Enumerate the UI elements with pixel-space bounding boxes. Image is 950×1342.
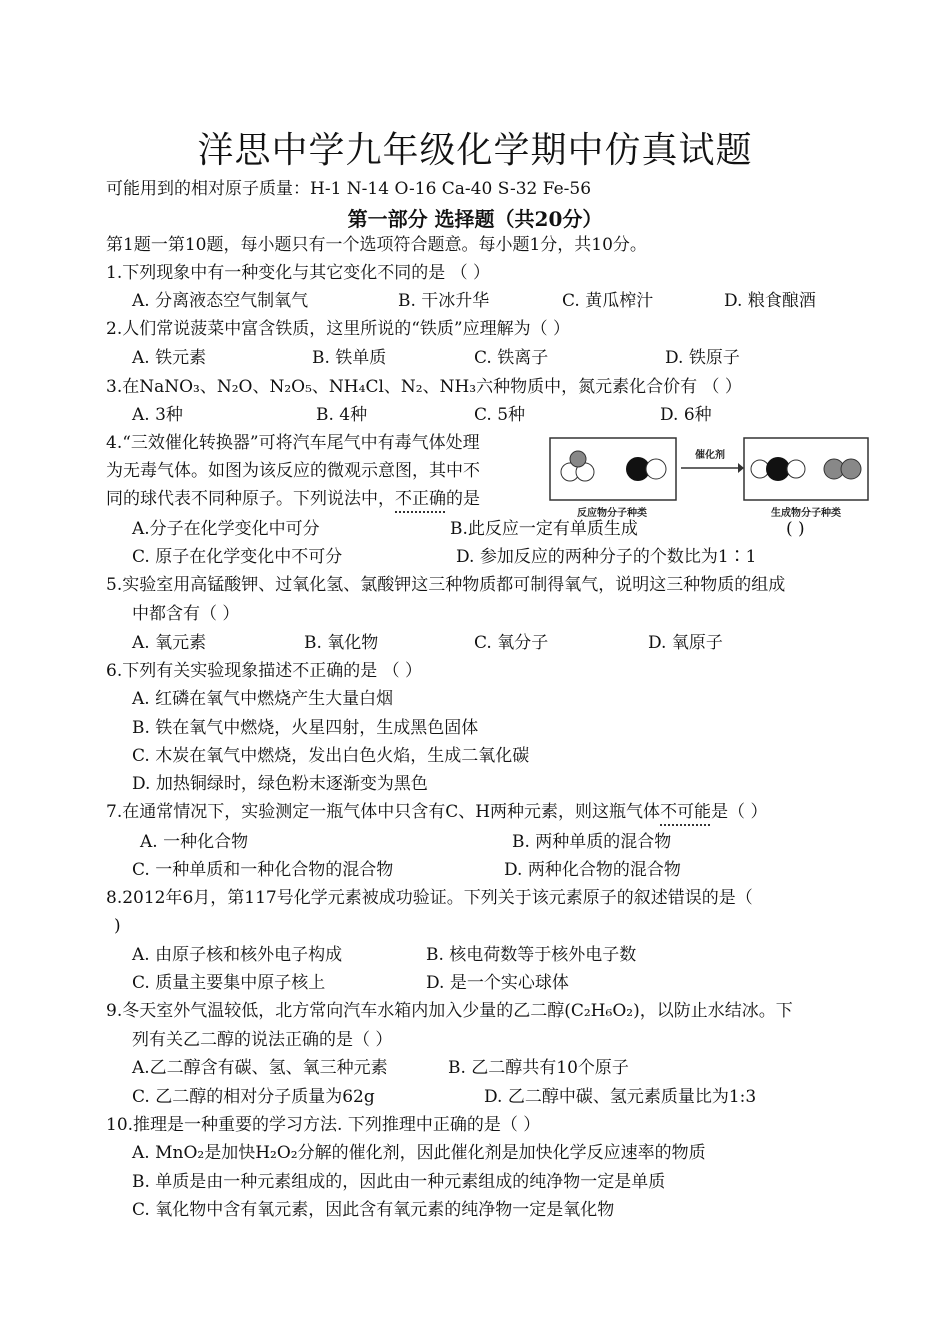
q8-option-a: A. 由原子核和核外电子构成 <box>132 945 343 965</box>
q7-option-c: C. 一种单质和一种化合物的混合物 <box>132 860 394 880</box>
q2-option-a: A. 铁元素 <box>132 348 207 368</box>
q1-option-a: A. 分离液态空气制氧气 <box>132 291 309 311</box>
q2-stem: 2.人们常说菠菜中富含铁质，这里所说的“铁质”应理解为（ ） <box>106 319 571 339</box>
q2-option-c: C. 铁离子 <box>474 348 549 368</box>
arrow-head <box>738 463 744 473</box>
q7-option-b: B. 两种单质的混合物 <box>512 832 672 852</box>
q8-stem-line2: ) <box>114 916 121 936</box>
q7-option-a: A. 一种化合物 <box>140 832 249 852</box>
q7-emphasis: 不可能 <box>660 802 712 822</box>
atom-gray <box>841 459 861 479</box>
reaction-diagram <box>548 432 870 524</box>
q6-option-a: A. 红磷在氧气中燃烧产生大量白烟 <box>132 689 394 709</box>
q9-option-a: A.乙二醇含有碳、氢、氧三种元素 <box>132 1058 388 1078</box>
atom-gray <box>570 451 586 467</box>
q4-option-b: B.此反应一定有单质生成 <box>450 519 638 539</box>
q9-stem-line1: 9.冬天室外气温较低，北方常向汽车水箱内加入少量的乙二醇(C₂H₆O₂)，以防止水结冰。下 <box>106 1001 793 1021</box>
atomic-masses: 可能用到的相对原子质量：H-1 N-14 O-16 Ca-40 S-32 Fe-56 <box>106 179 592 199</box>
q6-option-c: C. 木炭在氧气中燃烧，发出白色火焰，生成二氧化碳 <box>132 746 530 766</box>
q9-option-d: D. 乙二醇中碳、氢元素质量比为1:3 <box>484 1087 757 1107</box>
q3-option-b: B. 4种 <box>316 405 368 425</box>
q7-option-d: D. 两种化合物的混合物 <box>504 860 681 880</box>
q4-stem-line2: 为无毒气体。如图为该反应的微观示意图，其中不 <box>106 461 480 481</box>
q10-stem: 10.推理是一种重要的学习方法. 下列推理中正确的是（ ） <box>106 1115 541 1135</box>
q5-option-a: A. 氧元素 <box>132 633 207 653</box>
section-title: 第一部分 选择题（共20分） <box>347 207 603 231</box>
q8-option-b: B. 核电荷数等于核外电子数 <box>426 945 637 965</box>
q1-option-b: B. 干冰升华 <box>398 291 490 311</box>
q6-option-d: D. 加热铜绿时，绿色粉末逐渐变为黑色 <box>132 774 428 794</box>
q2-option-d: D. 铁原子 <box>665 348 740 368</box>
q4-stem-line3: 同的球代表不同种原子。下列说法中，不正确的是 <box>106 489 480 509</box>
atom-white <box>646 459 666 479</box>
q4-option-a: A.分子在化学变化中可分 <box>132 519 320 539</box>
q9-option-c: C. 乙二醇的相对分子质量为62g <box>132 1087 375 1107</box>
q7-stem: 7.在通常情况下，实验测定一瓶气体中只含有C、H两种元素，则这瓶气体不可能是（ ） <box>106 802 768 822</box>
reactant-label: 反应物分子种类 <box>577 508 647 519</box>
q6-stem: 6.下列有关实验现象描述不正确的是 （ ） <box>106 661 423 681</box>
q10-option-b: B. 单质是由一种元素组成的，因此由一种元素组成的纯净物一定是单质 <box>132 1172 666 1192</box>
catalyst-label: 催化剂 <box>695 450 725 461</box>
atom-black <box>766 457 790 481</box>
q1-option-c: C. 黄瓜榨汁 <box>562 291 654 311</box>
q4-emphasis: 不正确 <box>395 489 446 509</box>
q4-option-d: D. 参加反应的两种分子的个数比为1∶1 <box>456 547 757 567</box>
q10-option-a: A. MnO₂是加快H₂O₂分解的催化剂，因此催化剂是加快化学反应速率的物质 <box>132 1143 706 1163</box>
q4-option-c: C. 原子在化学变化中不可分 <box>132 547 343 567</box>
q8-stem-line1: 8.2012年6月，第117号化学元素被成功验证。下列关于该元素原子的叙述错误的是（ <box>106 888 753 908</box>
q9-stem-line2: 列有关乙二醇的说法正确的是（ ） <box>132 1030 393 1050</box>
q1-option-d: D. 粮食酿酒 <box>724 291 816 311</box>
q3-option-c: C. 5种 <box>474 405 526 425</box>
q8-option-c: C. 质量主要集中原子核上 <box>132 973 326 993</box>
product-label: 生成物分子种类 <box>771 508 841 519</box>
q4-stem-line1: 4.“三效催化转换器”可将汽车尾气中有毒气体处理 <box>106 433 480 453</box>
q1-stem: 1.下列现象中有一种变化与其它变化不同的是 （ ） <box>106 263 491 283</box>
q9-option-b: B. 乙二醇共有10个原子 <box>448 1058 629 1078</box>
q3-option-d: D. 6种 <box>660 405 712 425</box>
instructions: 第1题一第10题，每小题只有一个选项符合题意。每小题1分，共10分。 <box>106 235 647 255</box>
q4-answer-bracket: ( ) <box>786 519 805 539</box>
q2-option-b: B. 铁单质 <box>312 348 387 368</box>
page-title: 洋思中学九年级化学期中仿真试题 <box>197 130 753 171</box>
q3-option-a: A. 3种 <box>132 405 183 425</box>
q10-option-c: C. 氧化物中含有氧元素，因此含有氧元素的纯净物一定是氧化物 <box>132 1200 615 1220</box>
q8-option-d: D. 是一个实心球体 <box>426 973 569 993</box>
atom-white <box>787 460 805 478</box>
q5-option-c: C. 氧分子 <box>474 633 549 653</box>
q6-option-b: B. 铁在氧气中燃烧，火星四射，生成黑色固体 <box>132 718 479 738</box>
q3-stem: 3.在NaNO₃、N₂O、N₂O₅、NH₄Cl、N₂、NH₃六种物质中，氮元素化合价有 （ ） <box>106 377 742 397</box>
q5-option-d: D. 氧原子 <box>648 633 723 653</box>
q5-option-b: B. 氧化物 <box>304 633 379 653</box>
q5-stem-line1: 5.实验室用高锰酸钾、过氧化氢、氯酸钾这三种物质都可制得氧气，说明这三种物质的组成 <box>106 575 786 595</box>
q5-stem-line2: 中都含有（ ） <box>132 604 240 624</box>
